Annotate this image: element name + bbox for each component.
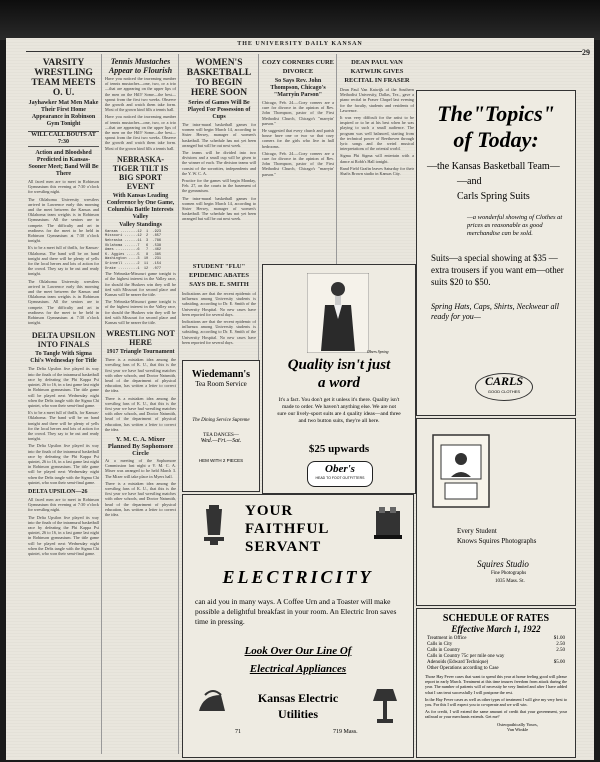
column-divider [178, 54, 179, 754]
ad-headline: SERVANT [245, 539, 322, 555]
headline: DEAN PAUL VAN KATWIJK GIVES RECITAL IN FRASER [344, 59, 410, 84]
rates-label: Calls in City [427, 642, 453, 647]
column-divider [336, 54, 337, 266]
rates-label: Adenoids (Edward Technique) [427, 660, 489, 665]
rates-label: Treatment in Office [427, 636, 467, 641]
illustration-caption: Obers Spring [367, 349, 389, 354]
ad-subheadline: Tea Room Service [195, 380, 247, 388]
column-2 [105, 56, 176, 756]
ad-text: The Dining Service Supreme [192, 418, 250, 423]
headline: Tennis Mustaches Appear to Flourish [108, 57, 173, 75]
ad-headline: YOUR [245, 503, 294, 519]
ad-text: can aid you in many ways. A Coffee Urn and a Toaster will make possible a delightful breakfast in your room. An Electric Iron saves time in pressing. [195, 597, 397, 626]
ad-text: —and [457, 176, 482, 187]
subheadline: WILL CALL BOUTS AT 7:30 [28, 131, 99, 147]
ad-text: Fine Photographs [491, 571, 527, 576]
column-3 [182, 56, 256, 276]
rates-label: Calls in Country [427, 648, 461, 653]
article-text: Have you noticed the increasing number of tennis mustaches—one, two, or a trio—that are appearing on the upper lips of the men on the Hill? Some—the best—sprout from the first two weeks. Observe the growth and watch them take form. Most of the grown kind fills a tennis ball. [105, 114, 176, 151]
ad-text: Carls Spring Suits [457, 191, 530, 202]
squires-ad [416, 418, 576, 606]
page-number: 29 [582, 48, 590, 57]
column-1 [28, 56, 99, 756]
standings-table: Kansas ........12 1 .923 Missouri ......12 2 .857 Nebraska ......11 3 .786 Oklahoma ......7 6 .538 Ames ..........6 7 .462 K. Aggies .....5 8 .385 Washington ....3 10 .231 Grinnell ......2 11 .154 Drake .........1 12 .077 [105, 229, 162, 271]
article-text: Have you noticed the increasing number of tennis mustaches—one, two, or a trio—that are appearing on the upper lips of the men on the Hill? Some—the best—sprout from the first two weeks. Observe the growth and watch them take form. Most of the grown kind fills a tennis ball. [105, 76, 176, 113]
obers-logo-text: Ober's [325, 463, 355, 475]
lamp-icon [371, 685, 399, 725]
ad-text: It's a fact. You don't get it unless it's there. Quality isn't made to order. We haven't anything else. We are not sure our lively-sport suits are 4 quality ideas—and three and two button suits, they're all here. [277, 397, 401, 424]
obers-ad [262, 264, 416, 494]
article-text: The Delta Upsilon five played its way into the finals of the intramural basketball race by defeating the Phi Kappa Psi quintet, 26 to 16, in a fast game last night in Robinson gymnasium. The title game will be played next Wednesday night when the Delts tangle with the Sigma Chi quintet, who won their semi-final game. [28, 443, 99, 485]
rates-ad [416, 608, 576, 758]
rates-label: Calls in Country 75c per mile one way [427, 654, 505, 659]
article-text: Chicago, Feb. 24.—Cozy corners are a cure for divorce in the opinion of Rev. John Thompson, pastor of the First Methodist Church, Chicago's "marryin' parson." [262, 100, 334, 126]
headline: Y. M. C. A. Mixer Planned By Sophomore Circle [107, 436, 174, 458]
man-in-suit-illustration [307, 273, 369, 353]
carls-logo-sub: GOOD CLOTHES [487, 389, 521, 394]
rates-row [427, 666, 565, 672]
headline: NEBRASKA-TIGER TILT IS BIG SPORT EVENT [112, 154, 169, 191]
subheadline: To Tangle With Sigma Chi's Wednesday for Title [30, 351, 97, 365]
rates-label: Other Operations according to Case [427, 666, 499, 671]
article-text: Chicago, Feb. 24.—Cozy corners are a cure for divorce in the opinion of Rev. John Thompson, pastor of the First Methodist Church, Chicago's "marryin' parson." [262, 150, 334, 177]
ad-text: In the Hay Fever cases as well as other types of treatment I will give my very best to you. For this I will expect you to co-operate and we will win. [425, 696, 567, 708]
subheadline: Action and Bloodshed Predicted in Kansas-Sooner Meet; Band Will Be There [28, 150, 99, 177]
subheadline: 1917 Triangle Tournament [106, 349, 175, 356]
ad-headline: FAITHFUL [245, 521, 330, 537]
article-text: Sigma Phi Sigma will entertain with a dance at Robb's Hall tonight. [340, 153, 414, 164]
rates-value: 2.50 [556, 648, 565, 653]
headline: DELTA UPSILON INTO FINALS [31, 331, 96, 350]
toaster-icon [373, 505, 403, 541]
iron-icon [195, 685, 229, 717]
ad-headline: ELECTRICITY [222, 567, 374, 587]
ad-text: HEM WITH 2 PIECES [198, 458, 244, 463]
article-text: The Delta Upsilon five played its way into the finals of the intramural basketball race by defeating the Phi Kappa Psi quintet, 26 to 16, in a fast game last night in Robinson gymnasium. The title game will be played next Wednesday night when the Delts tangle with the Sigma Chi quintet, who won their semi-final game. [28, 514, 99, 556]
electric-ad [182, 494, 414, 758]
ad-text: Spring Hats, Caps, Shirts, Neckwear all ready for you— [431, 302, 560, 321]
obers-logo-sub: HEAD TO FOOT OUTFITTERS [315, 476, 365, 480]
carls-topics-ad [416, 90, 576, 416]
headline: VARSITY WRESTLING TEAM MEETS O. U. [31, 58, 96, 98]
ad-text: Look Over Our Line Of [244, 645, 352, 657]
rates-value: $5.00 [553, 660, 565, 665]
ad-text: Wed.—Fri.—Sat. [200, 438, 242, 444]
ad-text: 1035 Mass. St. [495, 579, 525, 584]
ad-name: Kansas Electric [257, 691, 339, 705]
ad-headline: SCHEDULE OF RATES [442, 613, 550, 624]
ad-headline: Wiedemann's [191, 369, 251, 380]
obers-logo [307, 461, 373, 487]
article-text: The Nebraska-Missouri game tonight is of the highest interest in the Valley race, for should the Huskers win they will be tied with Missouri for second place and Kansas will be nearer the title. [105, 271, 176, 297]
masthead-rule [26, 51, 582, 52]
headline: WRESTLING NOT HERE [106, 329, 175, 348]
article-text: Practice for the games will begin Monday, Feb. 27, on the courts in the basement of the gymnasium. [182, 178, 256, 194]
masthead-title: THE UNIVERSITY DAILY KANSAN [237, 41, 363, 47]
ad-text: —a wonderful showing of Clothes at prices as reasonable as good merchandise can be sold. [467, 214, 563, 237]
ad-headline: Quality isn't just [287, 357, 391, 373]
ad-name: Squires Studio [477, 559, 529, 569]
flu-story [182, 260, 256, 360]
article-text: All faced men are to meet in Robinson Gymnasium this evening at 7:30 o'clock for wrestling night. [28, 179, 99, 195]
article-text: The Oklahoma University wrestlers arrived in Lawrence early this morning and the meet between the Kansas and Oklahoma team weights is in Robinson Gymnasium. All the seniors are to compete. The difficulty and art in readiness for the meet to be held in Robinson Gymnasium at 7:30 o'clock tonight. [28, 196, 99, 244]
coffee-urn-icon [201, 503, 227, 547]
ad-text: TEA DANCES— [203, 433, 239, 438]
scanner-top-band [0, 0, 600, 40]
column-5 [340, 56, 414, 261]
column-4 [262, 56, 334, 261]
wiedemann-ad [182, 360, 260, 492]
headline: STUDENT "FLU" EPIDEMIC ABATES SAYS DR. E. SMITH [188, 263, 250, 288]
article-text: Rand Field Grafin leaves Saturday for their Shafts Brown studio in Kansas City. [340, 165, 414, 177]
article-text: It's to be a meet full of thrills, for Kansas-Oklahoma. The band will be on hand tonight and there will be plenty of yells for the local heroes and lots of action for the crowd. They say to be out and ready tonight. [28, 410, 99, 442]
ad-text: Every Student [457, 527, 497, 535]
ad-text: Those Hay Fever cases that want to spend this year at home feeling good will please report in early March. Treatment at this time insures freedom from attack during the year. The number of patients will of necessity be very limited and after I have added what I can treat successfully I will postpone the rest. [425, 674, 567, 695]
article-text: The intra-mural basketball games for women will begin March 14, according to Sister Hersey, manager of women's basketball. The schedule has not yet been arranged but will be out next week. [182, 195, 256, 222]
ad-headline: a word [317, 375, 361, 391]
carls-logo [475, 373, 533, 401]
ad-headline: of Today: [453, 127, 539, 152]
article-text: There is a mistaken idea among the wrestling fans of K. U., that this is the first year we have had wrestling matches with other schools, and Doctor Naismith, head of the department of physical education, has written a letter to correct the idea. [105, 395, 176, 432]
ad-text: 71 [235, 729, 241, 735]
ad-text: Electrical Appliances [249, 663, 347, 675]
ad-price: $25 upwards [308, 443, 370, 455]
article-text: Dean Paul Van Katwijk of the Southern Methodist University, Dallas, Tex., gave a piano recital in Fraser Chapel last evening for the faculty, students and residents of Lawrence. [340, 87, 414, 113]
subheadline: Series of Games Will Be Played For Possession of Cups [187, 100, 251, 120]
headline: WOMEN'S BASKETBALL TO BEGIN HERE SOON [186, 58, 252, 98]
rates-value: 2.50 [556, 642, 565, 647]
rates-table [427, 636, 565, 672]
standings-title: Valley Standings [119, 221, 162, 228]
article-text: The teams will be divided into two divisions and a small cup will be given to the winner of each. The division teams will consist of the sororities, independents and the Y. W. C. A. [182, 150, 256, 176]
masthead [6, 40, 594, 57]
signature: Van Winkle [507, 726, 529, 732]
camera-portrait-illustration [431, 433, 491, 509]
article-text: All faced men are to meet in Robinson Gymnasium this evening at 7:30 o'clock for wrestling night. [28, 496, 99, 513]
subheadline: With Kansas Leading Conference by One Game, Columbia Battle Interests Valley [106, 192, 175, 220]
ad-text: Suits—a special showing at $35 — extra trousers if you want em—other suits $20 to $50. [431, 253, 564, 287]
ad-text: —the Kansas Basketball Team— [427, 161, 560, 172]
article-text: He suggested that every church and parish house have one or two so that cozy corners for the girls who live in hall bedrooms. [262, 128, 334, 149]
ad-subheadline: Effective March 1, 1922 [451, 624, 541, 634]
article-text: It's to be a meet full of thrills, for Kansas-Oklahoma. The band will be on hand tonight and there will be plenty of yells for the local heroes and lots of action for the crowd. They say to be out and ready tonight. [28, 245, 99, 277]
column-divider [101, 54, 102, 754]
newspaper-page [6, 38, 594, 760]
ad-text: As for credit, I will extend the same amount of credit that your government, your railroad or your merchants extends. Get me? [425, 709, 567, 720]
article-text: Indications are that the recent epidemic of influenza among University students is subsiding, according to Dr. E. Smith of the University Hospital. No new cases have been reported for several days. [182, 319, 256, 345]
signature: Osteopathically Yours, [497, 721, 538, 727]
subheadline: So Says Rev. John Thompson, Chicago's "Marryin Parson" [270, 78, 326, 98]
article-text: The Nebraska-Missouri game tonight is of the highest interest in the Valley race, for should the Huskers win they will be tied with Missouri for second place and Kansas will be nearer the title. [105, 299, 176, 326]
article-text: The Delta Upsilon five played its way into the finals of the intramural basketball race by defeating the Phi Kappa Psi quintet, 26 to 16, in a fast game last night in Robinson gymnasium. The title game will be played next Wednesday night when the Delts tangle with the Sigma Chi quintet, who won their semi-final game. [28, 366, 99, 408]
article-text: It was very difficult for the artist to be inspired or to be at his best when he was playing to such a small audience. The program was well balanced, starting from the technical power of Beethoven through lyric songs and the weird musical interpretations of the oriental world. [340, 115, 414, 152]
box-score-title: DELTA UPSILON—26 [28, 488, 88, 495]
ad-name: Utilities [278, 707, 318, 721]
subheadline: Jayhawker Mat Men Make Their First Home Appearance in Robinson Gym Tonight [28, 100, 99, 127]
article-text: The intra-mural basketball games for women will begin March 14, according to Sister Hersey, manager of women's basketball. The schedule has not yet been arranged but will be out next week. [182, 122, 256, 148]
headline: COZY CORNERS CURE DIVORCE [262, 59, 334, 75]
carls-logo-text: CARLS [484, 374, 523, 388]
ad-headline: The"Topics" [437, 101, 555, 126]
rates-value: $1.00 [553, 636, 565, 641]
article-text: The Oklahoma University wrestlers arrived in Lawrence early this morning and the meet between the Kansas and Oklahoma team weights is in Robinson Gymnasium. All the seniors are to compete. The difficulty and art in readiness for the meet to be held in Robinson Gymnasium at 7:30 o'clock tonight. [28, 278, 99, 326]
article-text: Indications are that the recent epidemic of influenza among University students is subsiding, according to Dr. E. Smith of the University Hospital. No new cases have been reported for several days. [182, 291, 256, 317]
article-text: There is a mistaken idea among the wrestling fans of K. U., that this is the first year we have had wrestling matches with other schools, and Doctor Naismith, head of the department of physical education, has written a letter to correct the idea. [105, 357, 176, 394]
article-text: At a meeting of the Sophomore Commission last night a Y. M. C. A. Mixer was arranged to be held March 3. The Mixer will take place in Myers hall. [105, 458, 176, 479]
ad-text: 719 Mass. [333, 729, 358, 735]
ad-text: Knows Squires Photographs [457, 537, 537, 545]
article-text: There is a mistaken idea among the wrestling fans of K. U., that this is the first year we have had wrestling matches with other schools, and Doctor Naismith, head of the department of physical education, has written a letter to correct the idea. [105, 480, 176, 518]
